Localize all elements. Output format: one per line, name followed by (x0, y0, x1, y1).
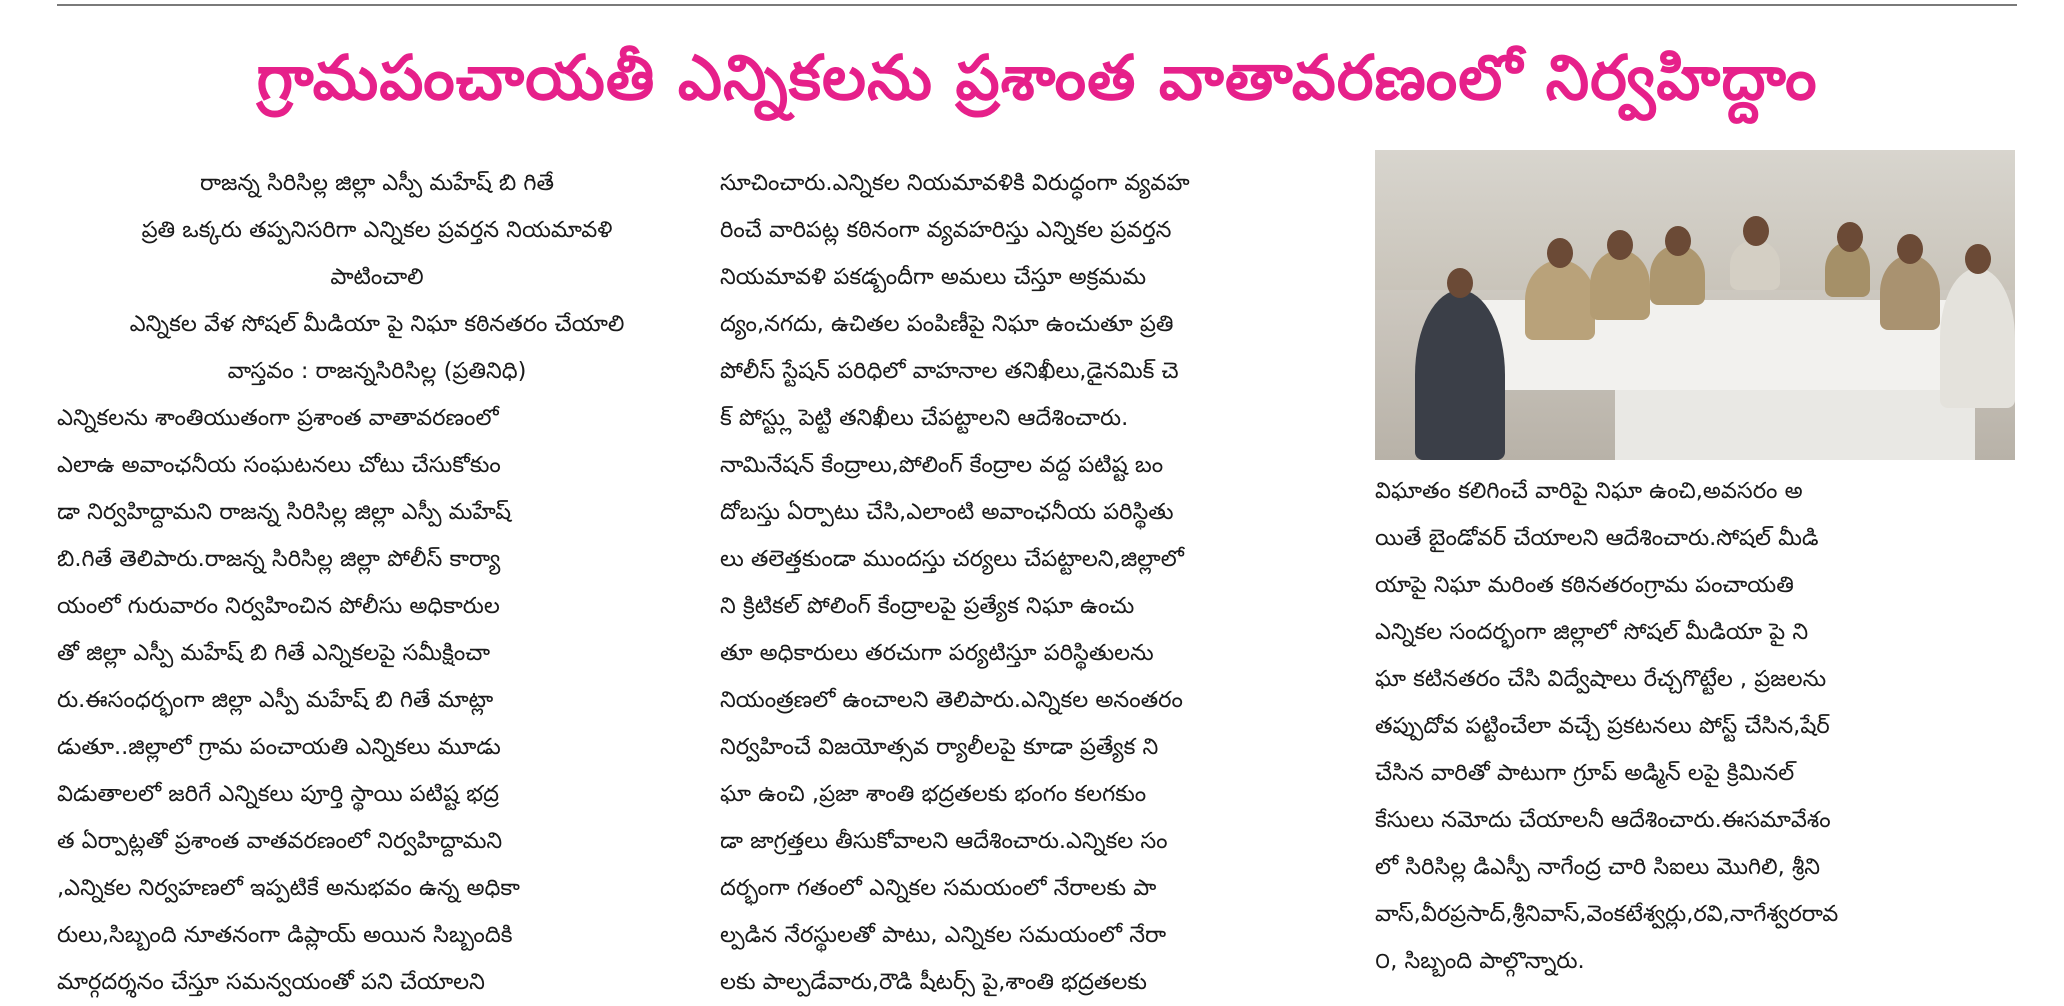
body-line: తూ అధికారులు తరచుగా పర్యటిస్తూ పరిస్థితులను (720, 640, 1154, 666)
body-line: లకు పాల్పడేవారు,రౌడి షీటర్స్ పై,శాంతి భద్రతలకు (720, 969, 1147, 995)
body-line: మార్గదర్శనం చేస్తూ సమన్వయంతో పని చేయాలని (57, 969, 485, 995)
body-line: సూచించారు.ఎన్నికల నియమావళికి విరుద్ధంగా వ్యవహ (720, 170, 1190, 196)
photo-head (1837, 222, 1863, 252)
subhead-4: ఎన్నికల వేళ సోషల్ మీడియా పై నిఘా కఠినతరం చేయాలి (129, 311, 625, 337)
body-line: తో జిల్లా ఎస్పీ మహేష్ బి గితే ఎన్నికలపై సమీక్షించా (57, 640, 491, 666)
body-line: ల్పడిన నేరస్థులతో పాటు, ఎన్నికల సమయంలో నేరా (720, 922, 1167, 948)
body-line: రించే వారిపట్ల కఠినంగా వ్యవహరిస్తు ఎన్నికల ప్రవర్తన (720, 217, 1172, 243)
body-line: నిర్వహించే విజయోత్సవ ర్యాలీలపై కూడా ప్రత్యేక ని (720, 734, 1159, 760)
body-line: ఎలాఉ అవాంఛనీయ సంఘటనలు చోటు చేసుకోకుం (57, 452, 501, 478)
dateline: వాస్తవం : రాజన్నసిరిసిల్ల (ప్రతినిధి) (227, 358, 527, 384)
body-line: వాస్,వీరప్రసాద్,శ్రీనివాస్,వెంకటేశ్వర్లు,రవి,నాగేశ్వరరావ (1375, 901, 1839, 927)
body-line: పోలీస్ స్టేషన్ పరిధిలో వాహనాల తనిఖీలు,డైనమిక్ చె (720, 358, 1179, 384)
body-line: నియమావళి పకడ్బందీగా అమలు చేస్తూ అక్రమమ (720, 264, 1147, 290)
body-line: దర్భంగా గతంలో ఎన్నికల సమయంలో నేరాలకు పా (720, 875, 1157, 901)
body-line: నియంత్రణలో ఉంచాలని తెలిపారు.ఎన్నికల అనంతరం (720, 687, 1183, 713)
body-line: విఘాతం కలిగించే వారిపై నిఘా ఉంచి,అవసరం అ (1375, 478, 1803, 504)
body-line: డా నిర్వహిద్దామని రాజన్న సిరిసిల్ల జిల్లా ఎస్పీ మహేష్ (57, 499, 512, 525)
column-2 (720, 160, 1360, 1006)
meeting-photo (1375, 150, 2015, 460)
body-line: ద్యం,నగదు, ఉచితల పంపిణీపై నిఘా ఉంచుతూ ప్రతి (720, 311, 1174, 337)
photo-head (1897, 234, 1923, 264)
body-line: రు.ఈసంధర్భంగా జిల్లా ఎస్పీ మహేష్ బి గితే మాట్లా (57, 687, 494, 713)
column-1 (57, 160, 697, 1006)
body-line: విడుతాలలో జరిగే ఎన్నికలు పూర్తి స్థాయి పటిష్ట భద్ర (57, 781, 499, 807)
photo-person (1525, 260, 1595, 340)
photo-head (1665, 226, 1691, 256)
photo-head (1547, 238, 1573, 268)
body-line: ఎన్నికల సందర్భంగా జిల్లాలో సోషల్ మీడియా పై ని (1375, 619, 1809, 645)
subhead-1: రాజన్న సిరిసిల్ల జిల్లా ఎస్పీ మహేష్ బి గితే (199, 170, 555, 196)
body-line: క్ పోస్ట్లు పెట్టి తనిఖీలు చేపట్టాలని ఆదేశించారు. (720, 405, 1129, 431)
body-line: యంలో గురువారం నిర్వహించిన పోలీసు అధికారుల (57, 593, 500, 619)
body-line: లు తలెత్తకుండా ముందస్తు చర్యలు చేపట్టాలని,జిల్లాలో (720, 546, 1184, 572)
subhead-2: ప్రతి ఒక్కరు తప్పనిసరిగా ఎన్నికల ప్రవర్తన నియమావళి (141, 217, 613, 243)
photo-head (1607, 230, 1633, 260)
column-3 (1375, 150, 2015, 985)
body-line: కేసులు నమోదు చేయాలనీ ఆదేశించారు.ఈసమావేశం (1375, 807, 1831, 833)
body-line: ౦, సిబ్బంది పాల్గొన్నారు. (1375, 948, 1585, 974)
photo-head (1447, 268, 1473, 298)
body-line: లో సిరిసిల్ల డిఎస్పీ నాగేంద్ర చారి సిఐలు మొగిలి, శ్రీని (1375, 854, 1821, 880)
photo-person (1940, 268, 2015, 408)
photo-head (1743, 216, 1769, 246)
body-line: ,ఎన్నికల నిర్వహణలో ఇప్పటికే అనుభవం ఉన్న అధికా (57, 875, 520, 901)
photo-person (1415, 290, 1505, 460)
body-line: యితే బైండోవర్ చేయాలని ఆదేశించారు.సోషల్ మీడి (1375, 525, 1819, 551)
photo-head (1965, 244, 1991, 274)
photo-person (1880, 255, 1940, 330)
body-line: ఘా ఉంచి ,ప్రజా శాంతి భద్రతలకు భంగం కలగకుం (720, 781, 1147, 807)
body-line: రులు,సిబ్బంది నూతనంగా డిప్లాయ్ అయిన సిబ్బందికి (57, 922, 513, 948)
body-line: ఘా కటినతరం చేసి విద్వేషాలు రేచ్చగొట్టేల , ప్రజలను (1375, 666, 1827, 692)
subhead-3: పాటించాలి (330, 264, 424, 290)
body-line: తప్పుదోవ పట్టించేలా వచ్చే ప్రకటనలు పోస్ట్ చేసిన,షేర్ (1375, 713, 1830, 739)
body-line: నామినేషన్ కేంద్రాలు,పోలింగ్ కేంద్రాల వద్ద పటిష్ట బం (720, 452, 1164, 478)
headline: గ్రామపంచాయతీ ఎన్నికలను ప్రశాంత వాతావరణంలో నిర్వహిద్దాం (256, 41, 1818, 114)
body-line: డా జాగ్రత్తలు తీసుకోవాలని ఆదేశించారు.ఎన్నికల సం (720, 828, 1168, 854)
body-line: ఎన్నికలను శాంతియుతంగా ప్రశాంత వాతావరణంలో (57, 405, 499, 431)
body-line: త ఏర్పాట్లతో ప్రశాంత వాతవరణంలో నిర్వహిద్దామని (57, 828, 503, 854)
body-line: చేసిన వారితో పాటుగా గ్రూప్ అడ్మిన్ లపై క్రిమినల్ (1375, 760, 1795, 786)
photo-table-front (1615, 390, 1975, 460)
top-rule (57, 4, 2017, 6)
photo-person (1590, 250, 1650, 320)
body-line: ని క్రిటికల్ పోలింగ్ కేంద్రాలపై ప్రత్యేక నిఘా ఉంచు (720, 593, 1135, 619)
body-line: బి.గితే తెలిపారు.రాజన్న సిరిసిల్ల జిల్లా పోలీస్ కార్యా (57, 546, 501, 572)
photo-person (1730, 240, 1780, 290)
body-line: యాపై నిఘా మరింత కఠినతరంగ్రామ పంచాయతి (1375, 572, 1794, 598)
body-line: దోబస్తు ఏర్పాటు చేసి,ఎలాంటి అవాంఛనీయ పరిస్థితు (720, 499, 1174, 525)
body-line: డుతూ..జిల్లాలో గ్రామ పంచాయతి ఎన్నికలు మూడు (57, 734, 501, 760)
